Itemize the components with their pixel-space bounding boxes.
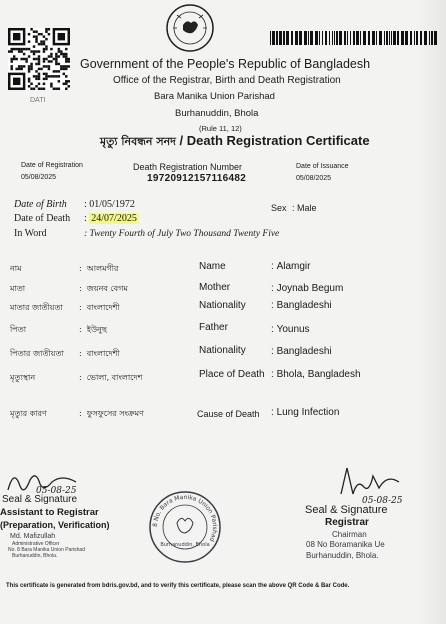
certificate-title-en: Death Registration Certificate — [186, 133, 370, 148]
paper-fold-shadow — [416, 0, 446, 624]
row-bn-value: : ইউনুছ — [79, 325, 107, 334]
location-name: Burhanuddin, Bhola — [175, 108, 259, 119]
row-en-text: Alamgir — [276, 261, 311, 272]
row-bn-text: জয়নব বেগম — [86, 284, 128, 293]
row-bn-text: বাংলাদেশী — [86, 349, 120, 358]
certificate-title — [100, 133, 370, 152]
row-en-label: Cause of Death — [197, 409, 260, 419]
assistant-signature-date: 05-08-25 — [36, 486, 77, 496]
row-bn-value: : ভোলা, বাংলাদেশ — [79, 373, 143, 382]
assistant-stamp-location: Burhanuddin, Bhola. — [12, 553, 58, 559]
row-en-value: : Bangladeshi — [271, 300, 332, 311]
certificate-title-separator: / — [175, 133, 187, 148]
barcode — [270, 31, 438, 45]
assistant-seal-label: Seal & Signature — [2, 494, 78, 505]
assistant-stamp-union: No. 8 Bara Manika Union Parishad — [8, 547, 85, 553]
row-en-label: Father — [199, 322, 228, 333]
row-bn-text: বাংলাদেশী — [86, 303, 120, 312]
assistant-role: (Preparation, Verification) — [0, 520, 110, 530]
row-bn-label: পিতা — [10, 325, 27, 334]
row-en-text: Younus — [276, 324, 310, 335]
row-bn-label: মৃত্যুর কারণ — [10, 409, 47, 418]
registrar-signature-date: 05-08-25 — [362, 496, 403, 506]
sex-value: : Male — [292, 203, 317, 213]
dod-value: 24/07/2025 — [91, 213, 137, 224]
row-en-value: : Joynab Begum — [271, 283, 344, 294]
dod-value-wrap — [84, 213, 139, 224]
registration-date-label: Date of Registration — [21, 162, 83, 169]
registrar-stamp-location: Burhanuddin, Bhola. — [306, 551, 379, 560]
inword-label: In Word — [14, 228, 47, 239]
dod-colon: : — [84, 213, 90, 224]
assistant-stamp-name: Md. Mafizullah — [10, 533, 56, 540]
issuance-date: 05/08/2025 — [296, 175, 332, 182]
row-en-label: Name — [199, 261, 226, 272]
footer-note: This certificate is generated from bdris.gov.bd, and to verify this certificate, please scan the above QR Code & Bar Code. — [6, 583, 350, 589]
dod-label: Date of Death — [14, 213, 71, 224]
row-bn-label: মাতা — [10, 284, 26, 293]
government-title: Government of the People's Republic of Bangladesh — [80, 57, 371, 71]
seal-ring-text: 8 No. Bara Manika Union Parishad — [151, 493, 219, 543]
row-en-text: Lung Infection — [276, 407, 340, 418]
row-en-text: Joynab Begum — [276, 283, 344, 294]
row-en-label: Nationality — [199, 300, 246, 311]
union-parishad-seal-icon — [147, 489, 223, 565]
issuance-date-label: Date of Issuance — [296, 163, 349, 170]
row-bn-label: মাতার জাতীয়তা — [10, 303, 63, 312]
registration-date: 05/08/2025 — [21, 174, 57, 181]
row-en-value: : Alamgir — [271, 261, 311, 272]
union-name: Bara Manika Union Parishad — [154, 91, 275, 102]
row-en-label: Mother — [199, 282, 231, 293]
row-bn-value: : জয়নব বেগম — [79, 284, 128, 293]
registration-number: 19720912157116482 — [147, 173, 247, 184]
row-en-label: Nationality — [199, 345, 246, 356]
row-bn-label: মৃত্যুস্থান — [10, 373, 36, 382]
inword-value: : Twenty Fourth of July Two Thousand Twenty Five — [84, 229, 280, 239]
office-title: Office of the Registrar, Birth and Death Registration — [113, 75, 341, 86]
certificate-title-bn: মৃত্যু নিবন্ধন সনদ — [100, 135, 176, 148]
row-bn-text: আলমগীর — [86, 264, 119, 273]
rule-reference: (Rule 11, 12) — [199, 124, 242, 133]
registrar-signature — [335, 460, 410, 500]
sex-label: Sex — [271, 203, 287, 213]
row-bn-value: : আলমগীর — [79, 264, 119, 273]
assistant-stamp-office: Administrative Officer — [12, 541, 60, 547]
government-seal-icon — [165, 3, 215, 53]
row-en-value: : Bangladeshi — [271, 346, 332, 357]
row-en-label: Place of Death — [199, 369, 265, 380]
row-bn-label: নাম — [10, 264, 22, 273]
registrar-stamp-title: Chairman — [332, 530, 367, 539]
assistant-title: Assistant to Registrar — [0, 507, 99, 518]
dob-label: Date of Birth — [14, 199, 67, 210]
row-en-text: Bhola, Bangladesh — [276, 369, 361, 380]
seal-bottom-text: Burhanuddin, Bhola — [160, 542, 210, 548]
row-bn-text: ভোলা, বাংলাদেশ — [86, 373, 143, 382]
row-en-value: : Bhola, Bangladesh — [271, 369, 361, 380]
row-en-text: Bangladeshi — [276, 346, 332, 357]
registration-number-label: Death Registration Number — [133, 162, 243, 172]
row-en-value: : Lung Infection — [271, 407, 340, 418]
row-bn-text: ফুসফুসের সংক্রমণ — [86, 409, 144, 418]
registrar-stamp-union: 08 No Boramanika Ue — [306, 540, 385, 549]
row-bn-value: : বাংলাদেশী — [79, 349, 120, 358]
row-bn-label: পিতার জাতীয়তা — [10, 349, 64, 358]
row-en-value: : Younus — [271, 324, 310, 335]
row-en-text: Bangladeshi — [276, 300, 332, 311]
registrar-title: Registrar — [325, 517, 369, 528]
qr-caption: DATI — [30, 97, 46, 104]
row-bn-text: ইউনুছ — [86, 325, 107, 334]
dob-value: : 01/05/1972 — [84, 199, 135, 210]
row-bn-value: : ফুসফুসের সংক্রমণ — [79, 409, 144, 418]
registrar-seal-label: Seal & Signature — [305, 504, 388, 516]
qr-code — [8, 28, 70, 90]
row-bn-value: : বাংলাদেশী — [79, 303, 120, 312]
